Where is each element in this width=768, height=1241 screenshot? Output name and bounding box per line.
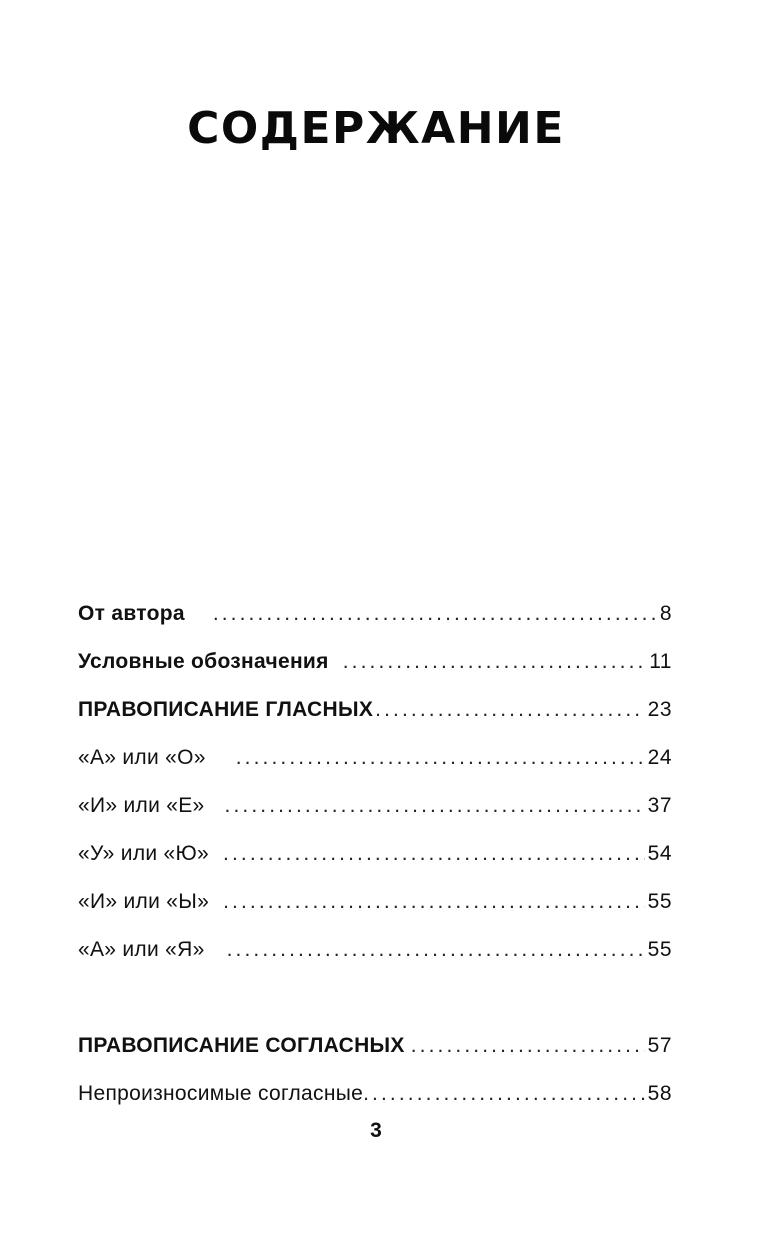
toc-entry-label: Условные обозначения [78,650,329,673]
toc-entry-label: ПРАВОПИСАНИЕ ГЛАСНЫХ [78,698,374,721]
toc-entry-label: Непроизносимые согласные [78,1082,364,1105]
toc-entry-page: 57 [647,1034,672,1057]
toc-entry [78,1028,672,1076]
toc-leader-dots [236,740,645,776]
toc-leader-dots [227,932,645,968]
toc-leader-dots [343,644,646,680]
toc-entry-page: 23 [647,698,672,721]
toc-entry [78,932,672,980]
toc-entry [78,596,672,644]
toc-entry [78,884,672,932]
toc-entry [78,740,672,788]
toc-leader-dots [411,1028,645,1064]
toc-leader-dots [213,596,657,632]
page-number: 3 [370,1119,382,1142]
toc-leader-dots [363,1076,645,1112]
toc-entry [78,644,672,692]
toc-entry-page: 24 [647,746,672,769]
toc-entry-page: 11 [649,650,672,673]
toc-entry [78,836,672,884]
toc-leader-dots [223,884,645,920]
toc-leader-dots [375,692,644,728]
toc-entry [78,788,672,836]
toc-entry-page: 37 [647,794,672,817]
toc-entry-label: «А» или «О» [78,746,206,769]
toc-entry-page: 54 [647,842,672,865]
toc-entry-label: «И» или «Ы» [78,890,210,913]
toc-leader-dots [223,836,645,872]
table-of-contents [78,596,672,1124]
page-title: СОДЕРЖАНИЕ [187,103,565,154]
toc-entry-label: ПРАВОПИСАНИЕ СОГЛАСНЫХ [78,1034,405,1057]
toc-entry-page: 58 [647,1082,672,1105]
toc-entry-label: От автора [78,602,185,625]
toc-entry-page: 55 [647,890,672,913]
toc-entry-page: 8 [659,602,672,625]
toc-entry [78,692,672,740]
toc-leader-dots [225,788,645,824]
toc-entry-label: «У» или «Ю» [78,842,210,865]
toc-entry-label: «И» или «Е» [78,794,205,817]
toc-entry-label: «А» или «Я» [78,938,205,961]
toc-entry-page: 55 [647,938,672,961]
